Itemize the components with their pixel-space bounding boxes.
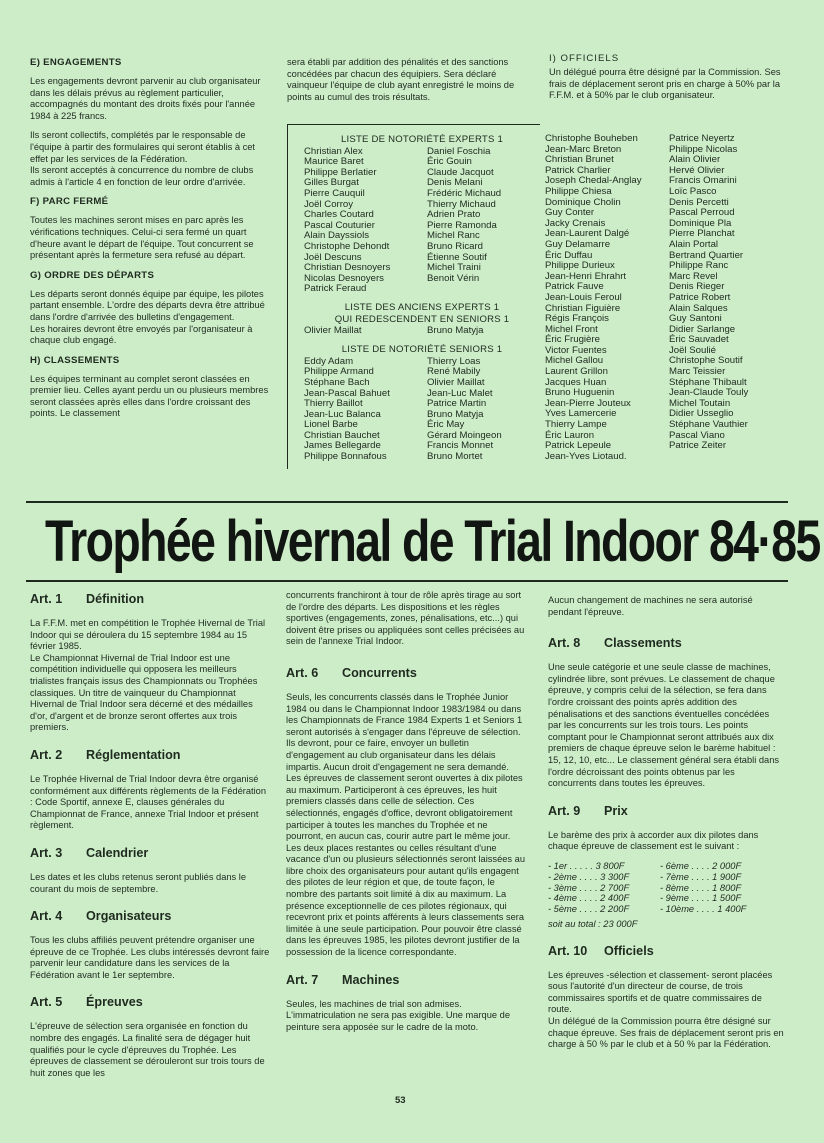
article-heading	[286, 666, 526, 680]
list-item: Stéphane Thibault	[669, 376, 747, 388]
list-item: Christophe Dehondt	[304, 241, 390, 253]
list-item: Patrick Charlier	[545, 164, 611, 176]
list-item: Christian Brunet	[545, 154, 614, 166]
prize-row: - 6ème . . . . 2 000F	[660, 860, 742, 871]
list-item: Marc Revel	[669, 270, 718, 282]
prize-row: - 5ème . . . . 2 200F	[548, 904, 630, 915]
list-item: Joël Descuns	[304, 251, 362, 263]
list-item: Pascal Perroud	[669, 207, 735, 219]
list-item: Jean-Yves Liotaud.	[545, 450, 627, 462]
list-item: Didier Usseglio	[669, 408, 734, 420]
list-item: Alain Olivier	[669, 154, 721, 166]
article-number: Art. 6	[286, 665, 319, 680]
list-item: Éric May	[427, 419, 465, 431]
list-item: Adrien Prato	[427, 209, 481, 221]
list-item: Michel Ranc	[427, 230, 480, 242]
list-item: Thierry Lampe	[545, 419, 607, 431]
ordre-departs-paragraph: Les départs seront donnés équipe par équipe, les pilotes partant ensemble. L'ordre des départs devra être attribué dans l'ordre d'arrivée des bulletins d'engagement. Les horaires devront être envoyés par l'organisateur à chaque club engagé.	[30, 288, 265, 346]
list-item: Patrick Lepeule	[545, 440, 612, 452]
article-text: L'épreuve de sélection sera organisée en fonction du nombre des engagés. La finalité sera de dégager huit qualifiés pour le cycle d'épreuves du Trophée. Les épreuves de classement se dérouleront sur trois tours de huit zones que les	[30, 1021, 265, 1078]
list-item: Éric Sauvadet	[669, 334, 729, 346]
article-heading	[30, 592, 270, 606]
list-item: Jean-Claude Touly	[669, 387, 749, 399]
article-text: Le barème des prix à accorder aux dix pilotes dans chaque épreuve de classement est le suivant :	[548, 829, 759, 852]
prize-row: - 4ème . . . . 2 400F	[548, 893, 630, 904]
article-5	[30, 995, 270, 1079]
list-item: Bruno Matyja	[427, 325, 484, 337]
article-heading	[30, 846, 270, 860]
list-item: Jean-Laurent Dalgé	[545, 228, 630, 240]
list-item: Éric Frugière	[545, 334, 600, 346]
page-number: 53	[395, 1095, 406, 1106]
list-item: Claude Jacquot	[427, 166, 494, 178]
prize-row: - 9ème . . . . 1 500F	[660, 893, 742, 904]
articles-column-3	[548, 595, 784, 1065]
list-item: Dominique Pla	[669, 217, 732, 229]
article-3	[30, 846, 270, 895]
seniors-names-grid	[304, 357, 540, 463]
list-item: Olivier Maillat	[427, 376, 485, 388]
article-name: Prix	[604, 803, 628, 818]
list-item: Lionel Barbe	[304, 419, 358, 431]
list-item: Stéphane Bach	[304, 376, 370, 388]
rules-column-1	[30, 57, 270, 428]
list-item: Éric Lauron	[545, 429, 595, 441]
list-item: Jean-Marc Breton	[545, 143, 622, 155]
article-number: Art. 9	[548, 803, 581, 818]
list-item: Jean-Pascal Bahuet	[304, 387, 390, 399]
list-item: Michel Front	[545, 323, 598, 335]
list-item: Joël Soulié	[669, 344, 716, 356]
article-number: Art. 5	[30, 995, 63, 1010]
article-5-continued-text: concurrents franchiront à tour de rôle après tirage au sort de l'ordre des départs. Les dispositions et les règles sportives (engagements, zones, pénalisations, etc...) qui doivent être prises ou appliquées sont celles précisées au sein de l'annexe Trial Indoor.	[286, 590, 525, 647]
article-heading	[30, 995, 270, 1009]
list-item: Pierre Planchat	[669, 228, 735, 240]
list-item: Alain Portal	[669, 238, 719, 250]
article-name: Machines	[342, 972, 400, 987]
divider-bottom	[26, 580, 788, 582]
rules-column-2	[287, 57, 527, 111]
article-number: Art. 2	[30, 747, 63, 762]
list-item: Thierry Michaud	[427, 198, 496, 210]
list-item: Daniel Foschia	[427, 145, 491, 157]
article-name: Organisateurs	[86, 909, 172, 924]
article-number: Art. 1	[30, 592, 63, 606]
prize-row: - 3ème . . . . 2 700F	[548, 882, 630, 893]
article-name: Officiels	[604, 943, 654, 958]
seniors-list-title: LISTE DE NOTORIÉTÉ SENIORS 1	[341, 344, 503, 356]
list-item: Patrick Fauve	[545, 281, 604, 293]
article-number: Art. 7	[286, 972, 319, 987]
page-title: Trophée hivernal de Trial Indoor 84·85	[45, 509, 820, 574]
list-item: Christian Alex	[304, 145, 363, 157]
prize-row: - 7ème . . . . 1 900F	[660, 871, 742, 882]
list-item: Frédéric Michaud	[427, 188, 502, 200]
list-item: Didier Sarlange	[669, 323, 736, 335]
engagements-paragraph-2: Ils seront collectifs, complétés par le responsable de l'équipe à partir des formulaires qui seront établis à cet effet par les services de la Fédération. Ils seront acceptés à concurrence du nombre de clubs admis à l'article 4 en fonction de leur ordre d'arrivée.	[30, 130, 256, 187]
list-item: Philippe Armand	[304, 366, 374, 378]
list-item: Laurent Grillon	[545, 366, 608, 378]
anciens-names-grid	[304, 326, 540, 337]
list-item: Jacky Crenais	[545, 217, 606, 229]
list-item: Bruno Matyja	[427, 408, 484, 420]
list-item: Philippe Berlatier	[304, 166, 377, 178]
list-item: René Mabily	[427, 366, 481, 378]
article-text: Le Trophée Hivernal de Trial Indoor devra être organisé conformément aux différents règlements de la Fédération : Code Sportif, annexe E, clauses générales du Championnat de France, annexe Trial Indoor et présent règlement.	[30, 773, 266, 831]
section-heading-ordre-des-departs: G) ORDRE DES DÉPARTS	[30, 269, 155, 281]
section-heading-parc-ferme: F) PARC FERMÉ	[30, 196, 109, 208]
list-item: Patrick Feraud	[304, 283, 367, 295]
article-heading	[548, 804, 784, 818]
rules-column-3	[549, 53, 784, 110]
article-name: Épreuves	[86, 995, 143, 1010]
article-text: Seules, les machines de trial son admises. L'immatriculation ne sera pas exigible. Une marque de peinture sera apposée sur le cadre de la moto.	[286, 998, 510, 1032]
article-8	[548, 636, 784, 790]
list-item: Jean-Luc Balanca	[304, 408, 381, 420]
list-item: Maurice Baret	[304, 156, 364, 168]
anciens-list-title-line-1: LISTE DES ANCIENS EXPERTS 1	[344, 302, 500, 314]
parc-ferme-paragraph: Toutes les machines seront mises en parc après les vérifications techniques. Celui-ci sera fermé un quart d'heure avant le départ de l'équipe. Tout concurrent se présentant après la fermeture sera refusé au départ.	[30, 215, 254, 261]
list-item: Éric Gouin	[427, 156, 472, 168]
article-number: Art. 8	[548, 636, 581, 651]
list-item: Patrice Robert	[669, 291, 731, 303]
list-item: Jean-Louis Feroul	[545, 291, 622, 303]
list-item: Jean-Pierre Jouteux	[545, 397, 631, 409]
list-item: Dominique Cholin	[545, 196, 621, 208]
prize-table	[548, 861, 784, 915]
experts-names-grid	[304, 147, 540, 295]
list-item: Pierre Cauquil	[304, 188, 365, 200]
article-number: Art. 4	[30, 909, 63, 924]
prize-row: - 1er . . . . . 3 800F	[548, 860, 625, 871]
list-item: Yves Lamercerie	[545, 408, 617, 420]
article-heading	[30, 909, 270, 923]
prize-row: - 10ème . . . . 1 400F	[660, 904, 747, 915]
article-9	[548, 804, 784, 930]
list-item: Nicolas Desnoyers	[304, 272, 384, 284]
article-7	[286, 973, 526, 1034]
article-text: Les dates et les clubs retenus seront publiés dans le courant du mois de septembre.	[30, 871, 247, 894]
section-heading-engagements: E) ENGAGEMENTS	[30, 57, 122, 68]
article-number: Art. 10	[548, 943, 588, 958]
list-item: Hervé Olivier	[669, 164, 725, 176]
list-item: Éric Duffau	[545, 249, 593, 261]
list-item: Marc Teissier	[669, 366, 726, 378]
article-heading	[286, 973, 526, 987]
classements-continued-paragraph: sera établi par addition des pénalités et des sanctions concédées par chacun des équipiers. Sera déclaré vainqueur l'équipe de club ayant enregistré le moins de points au cumul des trois résultats.	[287, 57, 515, 102]
list-item: Pascal Couturier	[304, 219, 375, 231]
articles-column-1	[30, 592, 270, 1093]
list-item: Christophe Soutif	[669, 355, 743, 367]
list-item: Christophe Bouheben	[545, 133, 638, 144]
list-item: Gilles Burgat	[304, 177, 359, 189]
list-item: Patrice Neyertz	[669, 133, 735, 144]
list-item: Étienne Soutif	[427, 251, 487, 263]
article-text: La F.F.M. met en compétition le Trophée Hivernal de Trial Indoor qui se déroulera du 15 septembre 1984 au 15 février 1985. Le Championnat Hivernal de Trial Indoor est une compétition individuelle qui opposera les meilleurs trialistes français issus des Championnats ou Trophées classiques. Un titre de vainqueur du Championnat Hivernal de Trial Indoor sera décerné et des médailles d'or, d'argent et de bronze seront offertes aux trois premiers.	[30, 618, 266, 733]
article-heading	[30, 748, 270, 762]
list-item: Philippe Chiesa	[545, 185, 612, 197]
list-item: Patrice Zeiter	[669, 440, 727, 452]
list-item: Christian Figuière	[545, 302, 621, 314]
list-item: Charles Coutard	[304, 209, 374, 221]
list-item: Stéphane Vauthier	[669, 419, 748, 431]
article-1	[30, 592, 270, 734]
article-2	[30, 748, 270, 832]
list-item: Joseph Chedal-Anglay	[545, 175, 642, 187]
list-item: Patrice Martin	[427, 398, 487, 410]
list-item: Gérard Moingeon	[427, 429, 502, 441]
list-item: Michel Toutain	[669, 397, 731, 409]
list-item: Bruno Huguenin	[545, 387, 615, 399]
article-name: Réglementation	[86, 747, 181, 762]
prize-row: - 8ème . . . . 1 800F	[660, 882, 742, 893]
section-heading-classements: H) CLASSEMENTS	[30, 354, 120, 366]
list-item: Guy Delamarre	[545, 238, 611, 250]
list-item: Loïc Pasco	[669, 185, 717, 197]
experts-list-title: LISTE DE NOTORIÉTÉ EXPERTS 1	[341, 134, 503, 145]
article-name: Définition	[86, 592, 145, 606]
article-text: Seuls, les concurrents classés dans le Trophée Junior 1984 ou dans le Championnat Indoor 1983/1984 ou dans les Championnats de France 1984 Experts 1 et Seniors 1 seront autorisés à s'engager dans l'épreuve de sélection. Ils devront, pour ce faire, envoyer un bulletin d'engagement au club organisateur dans les délais impartis. Aucun droit d'engagement ne sera demandé. Les épreuves de classement seront ouvertes à dix pilotes au maximum. Participeront à ces épreuves, les huit premiers classés dans celle de sélection. Ces sélectionnés, engagés d'office, devront obligatoirement participer à toutes les manches du Trophée et ne pourront, en aucun cas, courir autre part le même jour. Les deux places restantes ou celles résultant d'une vacance d'un ou plusieurs sélectionnés seront laissées au libre choix des organisateurs pour autant qu'ils engagent des pilotes de leur région et que, de toute façon, le nombre des partants soit limité à dix au maximum. La présence exceptionnelle de ces pilotes régionaux, qui recevront prix et points afférents à leurs classements sera limitée à une seule participation. Pour pouvoir être classé dans les épreuves 1985, les pilotes devront justifier de la possession de la licence correspondante.	[286, 691, 525, 958]
anciens-list-title-line-2: QUI REDESCENDENT EN SENIORS 1	[334, 313, 510, 325]
list-item: Bruno Ricard	[427, 241, 483, 253]
list-item: Benoit Vérin	[427, 272, 480, 284]
article-text: Les épreuves -sélection et classement- seront placées sous l'autorité d'un directeur de course, de trois commissaires sportifs et de quatre commissaires de route. Un délégué de la Commission pourra être désigné sur chaque épreuve. Ses frais de déplacement seront pris en charge à 50 % par le club et à 50 % par la Fédération.	[548, 969, 784, 1050]
officiels-paragraph: Un délégué pourra être désigné par la Commission. Ses frais de déplacement seront pris en charge à 50% par la F.F.M. et à 50% par le club organisateur.	[549, 67, 781, 101]
list-item: Bruno Mortet	[427, 451, 483, 463]
article-text: Tous les clubs affiliés peuvent prétendre organiser une épreuve de ce Trophée. Les clubs intéressés devront faire parvenir leur candidature dans les services de la Fédération avant le 1er septembre.	[30, 935, 270, 980]
list-item: Michel Gallou	[545, 355, 604, 367]
list-item: Denis Melani	[427, 177, 483, 189]
article-name: Classements	[604, 636, 682, 651]
list-item: Denis Percetti	[669, 196, 729, 208]
list-item: Olivier Maillat	[304, 325, 362, 337]
list-item: Philippe Durieux	[545, 260, 615, 272]
article-text: Une seule catégorie et une seule classe de machines, cylindrée libre, sont prévues. Le classement de chaque épreuve, y compris celui de la sélection, se fera dans l'ordre croissant des points après addition des pénalisations et des sanctions éventuelles concédées par les concurrents sur les trois tours. Les points comptant pour le Championnat seront attribués aux dix premiers de chaque épreuve selon le barème habituel : 15, 12, 10, etc... Le classement général sera établi dans l'ordre décroissant des points obtenus par les concurrents dans toutes les épreuves.	[548, 662, 780, 789]
article-6	[286, 666, 526, 959]
list-item: Denis Rieger	[669, 281, 725, 293]
list-item: Bertrand Quartier	[669, 249, 744, 261]
list-item: Christian Bauchet	[304, 429, 380, 441]
article-heading	[548, 636, 784, 650]
seniors-names-continued	[545, 134, 795, 462]
list-item: Jean-Luc Malet	[427, 387, 493, 399]
articles-column-2	[286, 590, 526, 1047]
list-item: Pascal Viano	[669, 429, 725, 441]
list-item: Philippe Nicolas	[669, 143, 738, 155]
divider-top	[26, 501, 788, 503]
list-item: Thierry Baillot	[304, 398, 363, 410]
list-item: Francis Monnet	[427, 440, 494, 452]
classements-paragraph: Les équipes terminant au complet seront classées en premier lieu. Celles ayant perdu un ou plusieurs membres seront classées après elles dans l'ordre croissant des points. Le classement	[30, 373, 269, 419]
prize-total: soit au total : 23 000F	[548, 918, 638, 929]
list-item: Alain Dayssiols	[304, 230, 370, 242]
article-name: Concurrents	[342, 665, 417, 680]
list-item: Régis François	[545, 313, 609, 325]
list-item: Philippe Ranc	[669, 260, 729, 272]
article-4	[30, 909, 270, 981]
list-item	[669, 452, 795, 463]
notoriety-lists-box	[287, 124, 540, 469]
list-item: Philippe Bonnafous	[304, 451, 387, 463]
list-item: Francis Omarini	[669, 175, 737, 187]
section-heading-officiels: I) OFFICIELS	[549, 53, 620, 64]
article-7-continued-text: Aucun changement de machines ne sera autorisé pendant l'épreuve.	[548, 595, 753, 617]
list-item: James Bellegarde	[304, 440, 381, 452]
article-heading	[548, 944, 784, 958]
list-item: Thierry Loas	[427, 355, 481, 367]
list-item: Victor Fuentes	[545, 344, 607, 356]
article-number: Art. 3	[30, 845, 63, 860]
article-name: Calendrier	[86, 845, 149, 860]
list-item: Guy Conter	[545, 207, 595, 219]
list-item: Joël Corroy	[304, 198, 354, 210]
list-item: Eddy Adam	[304, 355, 354, 367]
list-item: Christian Desnoyers	[304, 262, 391, 274]
engagements-paragraph-1: Les engagements devront parvenir au club organisateur dans les délais prévus au règlement particulier, accompagnés du montant des droits fixés pour l'année 1984 à 225 francs.	[30, 76, 261, 121]
article-10	[548, 944, 784, 1051]
prize-row: - 2ème . . . . 3 300F	[548, 871, 630, 882]
list-item: Alain Salques	[669, 302, 728, 314]
list-item: Guy Santoni	[669, 313, 722, 325]
list-item: Michel Traini	[427, 262, 481, 274]
list-item: Jacques Huan	[545, 376, 607, 388]
list-item: Jean-Henri Ehrahrt	[545, 270, 627, 282]
list-item: Pierre Ramonda	[427, 219, 497, 231]
